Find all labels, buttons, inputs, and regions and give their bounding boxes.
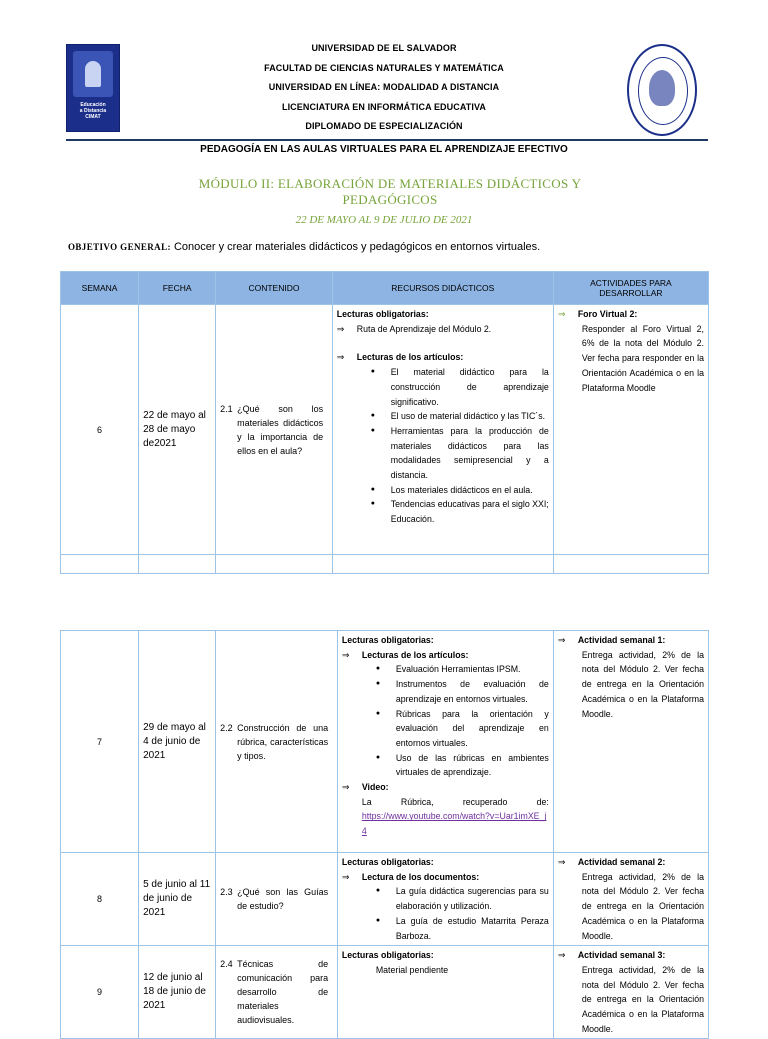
module-dates: 22 DE MAYO AL 9 DE JULIO DE 2021 bbox=[295, 214, 473, 226]
cell-semana: 8 bbox=[61, 853, 139, 946]
empty-cell bbox=[553, 555, 708, 574]
module-title: MÓDULO II: ELABORACIÓN DE MATERIALES DIDÁCTICOS Y PEDAGÓGICOS bbox=[198, 176, 582, 207]
content-number: 2.1 bbox=[220, 403, 233, 414]
cell-contenido bbox=[216, 631, 338, 853]
act-body: Entrega actividad, 2% de la nota del Módulo 2. Ver fecha de entrega en la Orientación Académica o en la Plataforma Moodle. bbox=[581, 649, 704, 719]
content-number: 2.4 bbox=[220, 959, 233, 970]
act-title: Actividad semanal 1: bbox=[577, 635, 666, 645]
rec-ruta bbox=[337, 322, 549, 337]
col-actividades: ACTIVIDADES PARA DESARROLLAR bbox=[553, 272, 708, 305]
cell-actividades bbox=[553, 305, 708, 555]
rec-articulos bbox=[342, 648, 549, 663]
empty-cell bbox=[332, 555, 553, 574]
arrow-icon: ⇒ bbox=[336, 352, 345, 363]
empty-cell bbox=[61, 555, 139, 574]
act-title-row bbox=[558, 307, 704, 322]
list-item: ● Evaluación Herramientas IPSM. bbox=[376, 662, 549, 677]
cell-recursos bbox=[332, 305, 553, 555]
empty-cell bbox=[216, 555, 333, 574]
rec-lecturas-label: Lecturas obligatorias: bbox=[341, 950, 434, 961]
header-line-diplomado: DIPLOMADO DE ESPECIALIZACIÓN bbox=[305, 121, 463, 131]
act-title-row bbox=[558, 855, 704, 870]
rec-list bbox=[337, 365, 549, 527]
table-header-row bbox=[61, 272, 709, 305]
schedule-table-2 bbox=[60, 630, 709, 1039]
content-number: 2.2 bbox=[220, 722, 233, 733]
logo-caption-line: a Distancia bbox=[79, 108, 107, 114]
cell-contenido bbox=[216, 853, 338, 946]
col-fecha: FECHA bbox=[139, 272, 216, 305]
objective-text: Conocer y crear materiales didácticos y pedagógicos en entornos virtuales. bbox=[170, 241, 541, 253]
cell-fecha: 29 de mayo al 4 de junio de 2021 bbox=[139, 631, 216, 853]
content-number: 2.3 bbox=[220, 887, 233, 898]
cell-recursos bbox=[337, 853, 553, 946]
col-recursos: RECURSOS DIDÁCTICOS bbox=[332, 272, 553, 305]
list-item: ● Uso de las rúbricas en ambientes virtuales de aprendizaje. bbox=[376, 751, 549, 780]
rec-list bbox=[342, 662, 549, 780]
cell-contenido bbox=[216, 946, 338, 1039]
list-item: ● Los materiales didácticos en el aula. bbox=[371, 483, 549, 498]
arrow-icon: ⇒ bbox=[557, 950, 566, 961]
rec-lecturas-label: Lecturas obligatorias: bbox=[341, 857, 434, 867]
rec-lecturas-label: Lecturas obligatorias: bbox=[341, 635, 434, 645]
general-objective bbox=[68, 241, 540, 253]
schedule-table-1 bbox=[60, 271, 709, 574]
cell-semana: 7 bbox=[61, 631, 139, 853]
table-row bbox=[61, 946, 709, 1039]
act-title: Foro Virtual 2: bbox=[577, 309, 638, 319]
act-body: Entrega actividad, 2% de la nota del Módulo 2. Ver fecha de entrega en la Orientación Académica o en la Plataforma Moodle. bbox=[581, 871, 704, 941]
arrow-icon: ⇒ bbox=[557, 309, 566, 319]
list-item: ● La guía didáctica sugerencias para su elaboración y utilización. bbox=[376, 884, 549, 913]
logo-caption-line: CIMAT bbox=[85, 114, 101, 120]
arrow-icon: ⇒ bbox=[341, 782, 350, 793]
cell-fecha: 5 de junio al 11 de junio de 2021 bbox=[139, 853, 216, 946]
header-line-faculty: FACULTAD DE CIENCIAS NATURALES Y MATEMÁTICA bbox=[264, 63, 504, 73]
arrow-icon: ⇒ bbox=[557, 857, 566, 867]
list-item: ● La guía de estudio Matarrita Peraza Barboza. bbox=[376, 914, 549, 943]
list-item: ● Herramientas para la producción de materiales didácticos para las modalidades semipresencial y a distancia. bbox=[371, 424, 549, 483]
content-text: ¿Qué son los materiales didácticos y la importancia de ellos en el aula? bbox=[237, 403, 324, 456]
list-item: ● El material didáctico para la construcción de aprendizaje significativo. bbox=[371, 365, 549, 409]
rec-articulos bbox=[337, 350, 549, 365]
cell-recursos bbox=[337, 631, 553, 853]
rec-articulos-label: Lecturas de los artículos: bbox=[361, 649, 469, 660]
rec-video bbox=[342, 780, 549, 795]
header-line-university: UNIVERSIDAD DE EL SALVADOR bbox=[311, 43, 457, 53]
rec-video-link-wrap bbox=[342, 809, 549, 838]
empty-cell bbox=[139, 555, 216, 574]
col-semana: SEMANA bbox=[61, 272, 139, 305]
rec-articulos-label: Lecturas de los artículos: bbox=[356, 352, 464, 363]
act-title-row bbox=[558, 633, 704, 648]
rec-video-label: Video: bbox=[361, 782, 389, 793]
table-row bbox=[61, 631, 709, 853]
video-link[interactable]: https://www.youtube.com/watch?v=Uar1imXE_j4 bbox=[361, 811, 547, 837]
rec-video-text: La Rúbrica, recuperado de: bbox=[361, 796, 549, 807]
rec-lecturas-label: Lecturas obligatorias: bbox=[336, 309, 429, 319]
list-item: ● El uso de material didáctico y las TIC´s. bbox=[371, 409, 549, 424]
act-body: Entrega actividad, 2% de la nota del Módulo 2. Ver fecha de entrega en la Orientación Académica o en la Plataforma Moodle. bbox=[581, 964, 704, 1034]
act-title: Actividad semanal 2: bbox=[577, 857, 666, 867]
cell-fecha: 22 de mayo al 28 de mayo de2021 bbox=[139, 305, 216, 555]
logo-caption-line: Educación bbox=[80, 102, 106, 108]
list-item: ● Instrumentos de evaluación de aprendizaje en entornos virtuales. bbox=[376, 677, 549, 706]
act-title-row bbox=[558, 948, 704, 963]
rec-documentos bbox=[342, 870, 549, 885]
rec-pendiente: Material pendiente bbox=[375, 964, 449, 975]
cell-actividades bbox=[553, 853, 708, 946]
act-body: Responder al Foro Virtual 2, 6% de la nota del Módulo 2. Ver fecha para responder en la Orientación Académica o en la Plataforma Moodle bbox=[581, 323, 704, 393]
content-text: ¿Qué son las Guías de estudio? bbox=[237, 887, 329, 912]
cell-contenido bbox=[216, 305, 333, 555]
objective-label: OBJETIVO GENERAL: bbox=[68, 242, 171, 252]
table-row bbox=[61, 305, 709, 555]
cell-fecha: 12 de junio al 18 de junio de 2021 bbox=[139, 946, 216, 1039]
cell-semana: 9 bbox=[61, 946, 139, 1039]
list-item: ● Rúbricas para la orientación y evaluación del aprendizaje en entornos virtuales. bbox=[376, 707, 549, 751]
header-divider bbox=[66, 139, 708, 141]
arrow-icon: ⇒ bbox=[336, 323, 345, 334]
list-item: ● Tendencias educativas para el siglo XXI; Educación. bbox=[371, 497, 549, 526]
cell-semana: 6 bbox=[61, 305, 139, 555]
course-title: PEDAGOGÍA EN LAS AULAS VIRTUALES PARA EL APRENDIZAJE EFECTIVO bbox=[200, 144, 568, 155]
arrow-icon: ⇒ bbox=[557, 635, 566, 645]
rec-ruta-text: Ruta de Aprendizaje del Módulo 2. bbox=[356, 323, 492, 334]
act-title: Actividad semanal 3: bbox=[577, 950, 666, 961]
arrow-icon: ⇒ bbox=[341, 649, 350, 660]
header-line-licenciatura: LICENCIATURA EN INFORMÁTICA EDUCATIVA bbox=[281, 102, 487, 112]
arrow-icon: ⇒ bbox=[341, 871, 350, 882]
cell-recursos bbox=[337, 946, 553, 1039]
rec-documentos-label: Lectura de los documentos: bbox=[361, 871, 480, 882]
cell-actividades bbox=[553, 946, 708, 1039]
content-text: Técnicas de comunicación para desarrollo de materiales audiovisuales. bbox=[237, 959, 329, 1026]
content-text: Construcción de una rúbrica, características y tipos. bbox=[237, 722, 329, 761]
table-row-empty bbox=[61, 555, 709, 574]
header-line-online: UNIVERSIDAD EN LÍNEA: MODALIDAD A DISTANCIA bbox=[268, 82, 500, 92]
col-contenido: CONTENIDO bbox=[216, 272, 333, 305]
cell-actividades bbox=[553, 631, 708, 853]
rec-list bbox=[342, 884, 549, 943]
table-row bbox=[61, 853, 709, 946]
